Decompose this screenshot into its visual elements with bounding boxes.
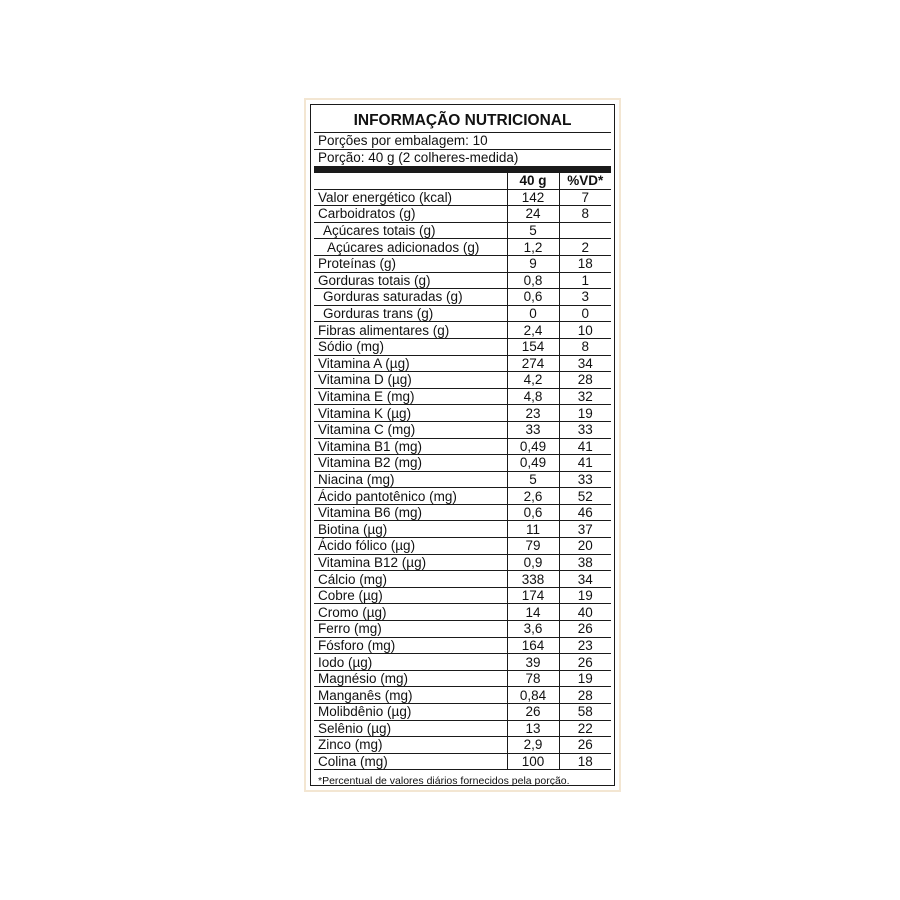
nutrient-name: Cromo (µg) [314, 604, 507, 621]
nutrient-name: Vitamina D (µg) [314, 372, 507, 389]
nutrient-amount: 0,6 [507, 504, 559, 521]
nutrition-facts-label [310, 104, 615, 786]
nutrient-dv: 19 [559, 587, 611, 604]
header-dv: %VD* [559, 173, 611, 189]
nutrient-amount: 26 [507, 704, 559, 721]
nutrient-dv: 1 [559, 272, 611, 289]
table-row [314, 554, 611, 571]
nutrient-dv [559, 222, 611, 239]
table-row [314, 206, 611, 223]
nutrient-dv: 32 [559, 388, 611, 405]
nutrient-dv: 19 [559, 670, 611, 687]
nutrient-amount: 2,6 [507, 488, 559, 505]
nutrient-amount: 142 [507, 189, 559, 206]
nutrient-amount: 3,6 [507, 621, 559, 638]
nutrient-name: Molibdênio (µg) [314, 704, 507, 721]
nutrient-amount: 0,84 [507, 687, 559, 704]
nutrient-dv: 7 [559, 189, 611, 206]
nutrient-amount: 5 [507, 222, 559, 239]
nutrient-amount: 4,8 [507, 388, 559, 405]
table-row [314, 272, 611, 289]
table-row [314, 255, 611, 272]
thick-divider [314, 166, 611, 173]
nutrient-dv: 41 [559, 438, 611, 455]
nutrient-amount: 0,9 [507, 554, 559, 571]
footnote: *Percentual de valores diários fornecidos pela porção. [318, 775, 570, 788]
table-row [314, 305, 611, 322]
nutrient-amount: 13 [507, 720, 559, 737]
table-header-row [314, 173, 611, 189]
nutrient-name: Niacina (mg) [314, 471, 507, 488]
nutrient-amount: 0,49 [507, 438, 559, 455]
nutrient-dv: 33 [559, 471, 611, 488]
nutrient-amount: 0,49 [507, 455, 559, 472]
nutrient-dv: 20 [559, 538, 611, 555]
nutrient-amount: 2,9 [507, 737, 559, 754]
nutrient-name: Gorduras saturadas (g) [314, 289, 507, 306]
table-row [314, 421, 611, 438]
header-name [314, 173, 507, 189]
nutrient-dv: 26 [559, 654, 611, 671]
nutrient-dv: 46 [559, 504, 611, 521]
nutrient-dv: 19 [559, 405, 611, 422]
nutrient-name: Selênio (µg) [314, 720, 507, 737]
nutrient-dv: 26 [559, 737, 611, 754]
nutrient-amount: 5 [507, 471, 559, 488]
nutrient-dv: 18 [559, 753, 611, 770]
nutrient-name: Gorduras totais (g) [314, 272, 507, 289]
nutrient-name: Cobre (µg) [314, 587, 507, 604]
table-row [314, 189, 611, 206]
nutrient-dv: 33 [559, 421, 611, 438]
nutrient-name: Açúcares adicionados (g) [314, 239, 507, 256]
nutrient-amount: 39 [507, 654, 559, 671]
nutrient-name: Gorduras trans (g) [314, 305, 507, 322]
table-row [314, 571, 611, 588]
nutrient-amount: 4,2 [507, 372, 559, 389]
table-row [314, 538, 611, 555]
nutrient-dv: 40 [559, 604, 611, 621]
nutrient-dv: 23 [559, 637, 611, 654]
table-row [314, 737, 611, 754]
nutrient-amount: 0 [507, 305, 559, 322]
nutrient-amount: 100 [507, 753, 559, 770]
table-row [314, 521, 611, 538]
nutrient-dv: 28 [559, 372, 611, 389]
table-row [314, 720, 611, 737]
nutrient-amount: 0,6 [507, 289, 559, 306]
nutrient-name: Proteínas (g) [314, 255, 507, 272]
nutrient-amount: 164 [507, 637, 559, 654]
nutrient-dv: 8 [559, 338, 611, 355]
nutrient-dv: 26 [559, 621, 611, 638]
nutrient-dv: 34 [559, 355, 611, 372]
table-row [314, 455, 611, 472]
nutrient-name: Biotina (µg) [314, 521, 507, 538]
nutrition-label-panel [304, 98, 621, 792]
nutrient-amount: 0,8 [507, 272, 559, 289]
nutrient-dv: 58 [559, 704, 611, 721]
nutrient-dv: 28 [559, 687, 611, 704]
servings-per-package: Porções por embalagem: 10 [318, 133, 488, 148]
table-row [314, 338, 611, 355]
header-amount: 40 g [507, 173, 559, 189]
table-row [314, 670, 611, 687]
table-row [314, 654, 611, 671]
nutrient-dv: 18 [559, 255, 611, 272]
label-title: INFORMAÇÃO NUTRICIONAL [353, 112, 572, 129]
table-row [314, 687, 611, 704]
nutrient-dv: 3 [559, 289, 611, 306]
nutrient-dv: 41 [559, 455, 611, 472]
nutrient-amount: 1,2 [507, 239, 559, 256]
nutrient-dv: 37 [559, 521, 611, 538]
nutrient-dv: 22 [559, 720, 611, 737]
table-row [314, 704, 611, 721]
nutrient-name: Fósforo (mg) [314, 637, 507, 654]
serving-size: Porção: 40 g (2 colheres-medida) [314, 149, 611, 166]
table-row [314, 621, 611, 638]
nutrient-amount: 2,4 [507, 322, 559, 339]
table-row [314, 504, 611, 521]
nutrient-name: Vitamina K (µg) [314, 405, 507, 422]
table-row [314, 322, 611, 339]
table-row [314, 471, 611, 488]
nutrient-amount: 23 [507, 405, 559, 422]
nutrient-name: Manganês (mg) [314, 687, 507, 704]
nutrient-name: Ácido fólico (µg) [314, 538, 507, 555]
nutrient-name: Vitamina B2 (mg) [314, 455, 507, 472]
nutrient-amount: 9 [507, 255, 559, 272]
table-row [314, 372, 611, 389]
nutrient-name: Vitamina E (mg) [314, 388, 507, 405]
table-row [314, 289, 611, 306]
nutrient-amount: 24 [507, 206, 559, 223]
nutrient-amount: 79 [507, 538, 559, 555]
table-row [314, 355, 611, 372]
nutrient-amount: 338 [507, 571, 559, 588]
nutrient-dv: 10 [559, 322, 611, 339]
nutrient-name: Colina (mg) [314, 753, 507, 770]
nutrient-dv: 2 [559, 239, 611, 256]
table-row [314, 438, 611, 455]
nutrient-name: Ácido pantotênico (mg) [314, 488, 507, 505]
table-row [314, 405, 611, 422]
nutrient-dv: 8 [559, 206, 611, 223]
nutrient-dv: 52 [559, 488, 611, 505]
nutrient-name: Valor energético (kcal) [314, 189, 507, 206]
nutrient-amount: 14 [507, 604, 559, 621]
nutrient-name: Vitamina C (mg) [314, 421, 507, 438]
nutrient-amount: 174 [507, 587, 559, 604]
nutrient-dv: 0 [559, 305, 611, 322]
nutrient-rows [314, 189, 611, 770]
nutrient-amount: 274 [507, 355, 559, 372]
table-row [314, 222, 611, 239]
nutrient-amount: 78 [507, 670, 559, 687]
nutrient-name: Sódio (mg) [314, 338, 507, 355]
nutrient-name: Ferro (mg) [314, 621, 507, 638]
nutrient-name: Fibras alimentares (g) [314, 322, 507, 339]
nutrient-dv: 34 [559, 571, 611, 588]
nutrient-name: Zinco (mg) [314, 737, 507, 754]
table-row [314, 753, 611, 770]
table-row [314, 488, 611, 505]
table-row [314, 604, 611, 621]
nutrient-amount: 154 [507, 338, 559, 355]
nutrient-name: Vitamina B12 (µg) [314, 554, 507, 571]
nutrient-dv: 38 [559, 554, 611, 571]
nutrient-name: Açúcares totais (g) [314, 222, 507, 239]
nutrient-name: Cálcio (mg) [314, 571, 507, 588]
nutrient-name: Magnésio (mg) [314, 670, 507, 687]
nutrient-name: Vitamina B6 (mg) [314, 504, 507, 521]
nutrient-table [314, 173, 611, 770]
table-row [314, 239, 611, 256]
nutrient-amount: 11 [507, 521, 559, 538]
nutrient-name: Iodo (µg) [314, 654, 507, 671]
nutrient-amount: 33 [507, 421, 559, 438]
nutrient-name: Carboidratos (g) [314, 206, 507, 223]
table-row [314, 388, 611, 405]
nutrient-name: Vitamina B1 (mg) [314, 438, 507, 455]
table-row [314, 637, 611, 654]
table-row [314, 587, 611, 604]
nutrient-name: Vitamina A (µg) [314, 355, 507, 372]
